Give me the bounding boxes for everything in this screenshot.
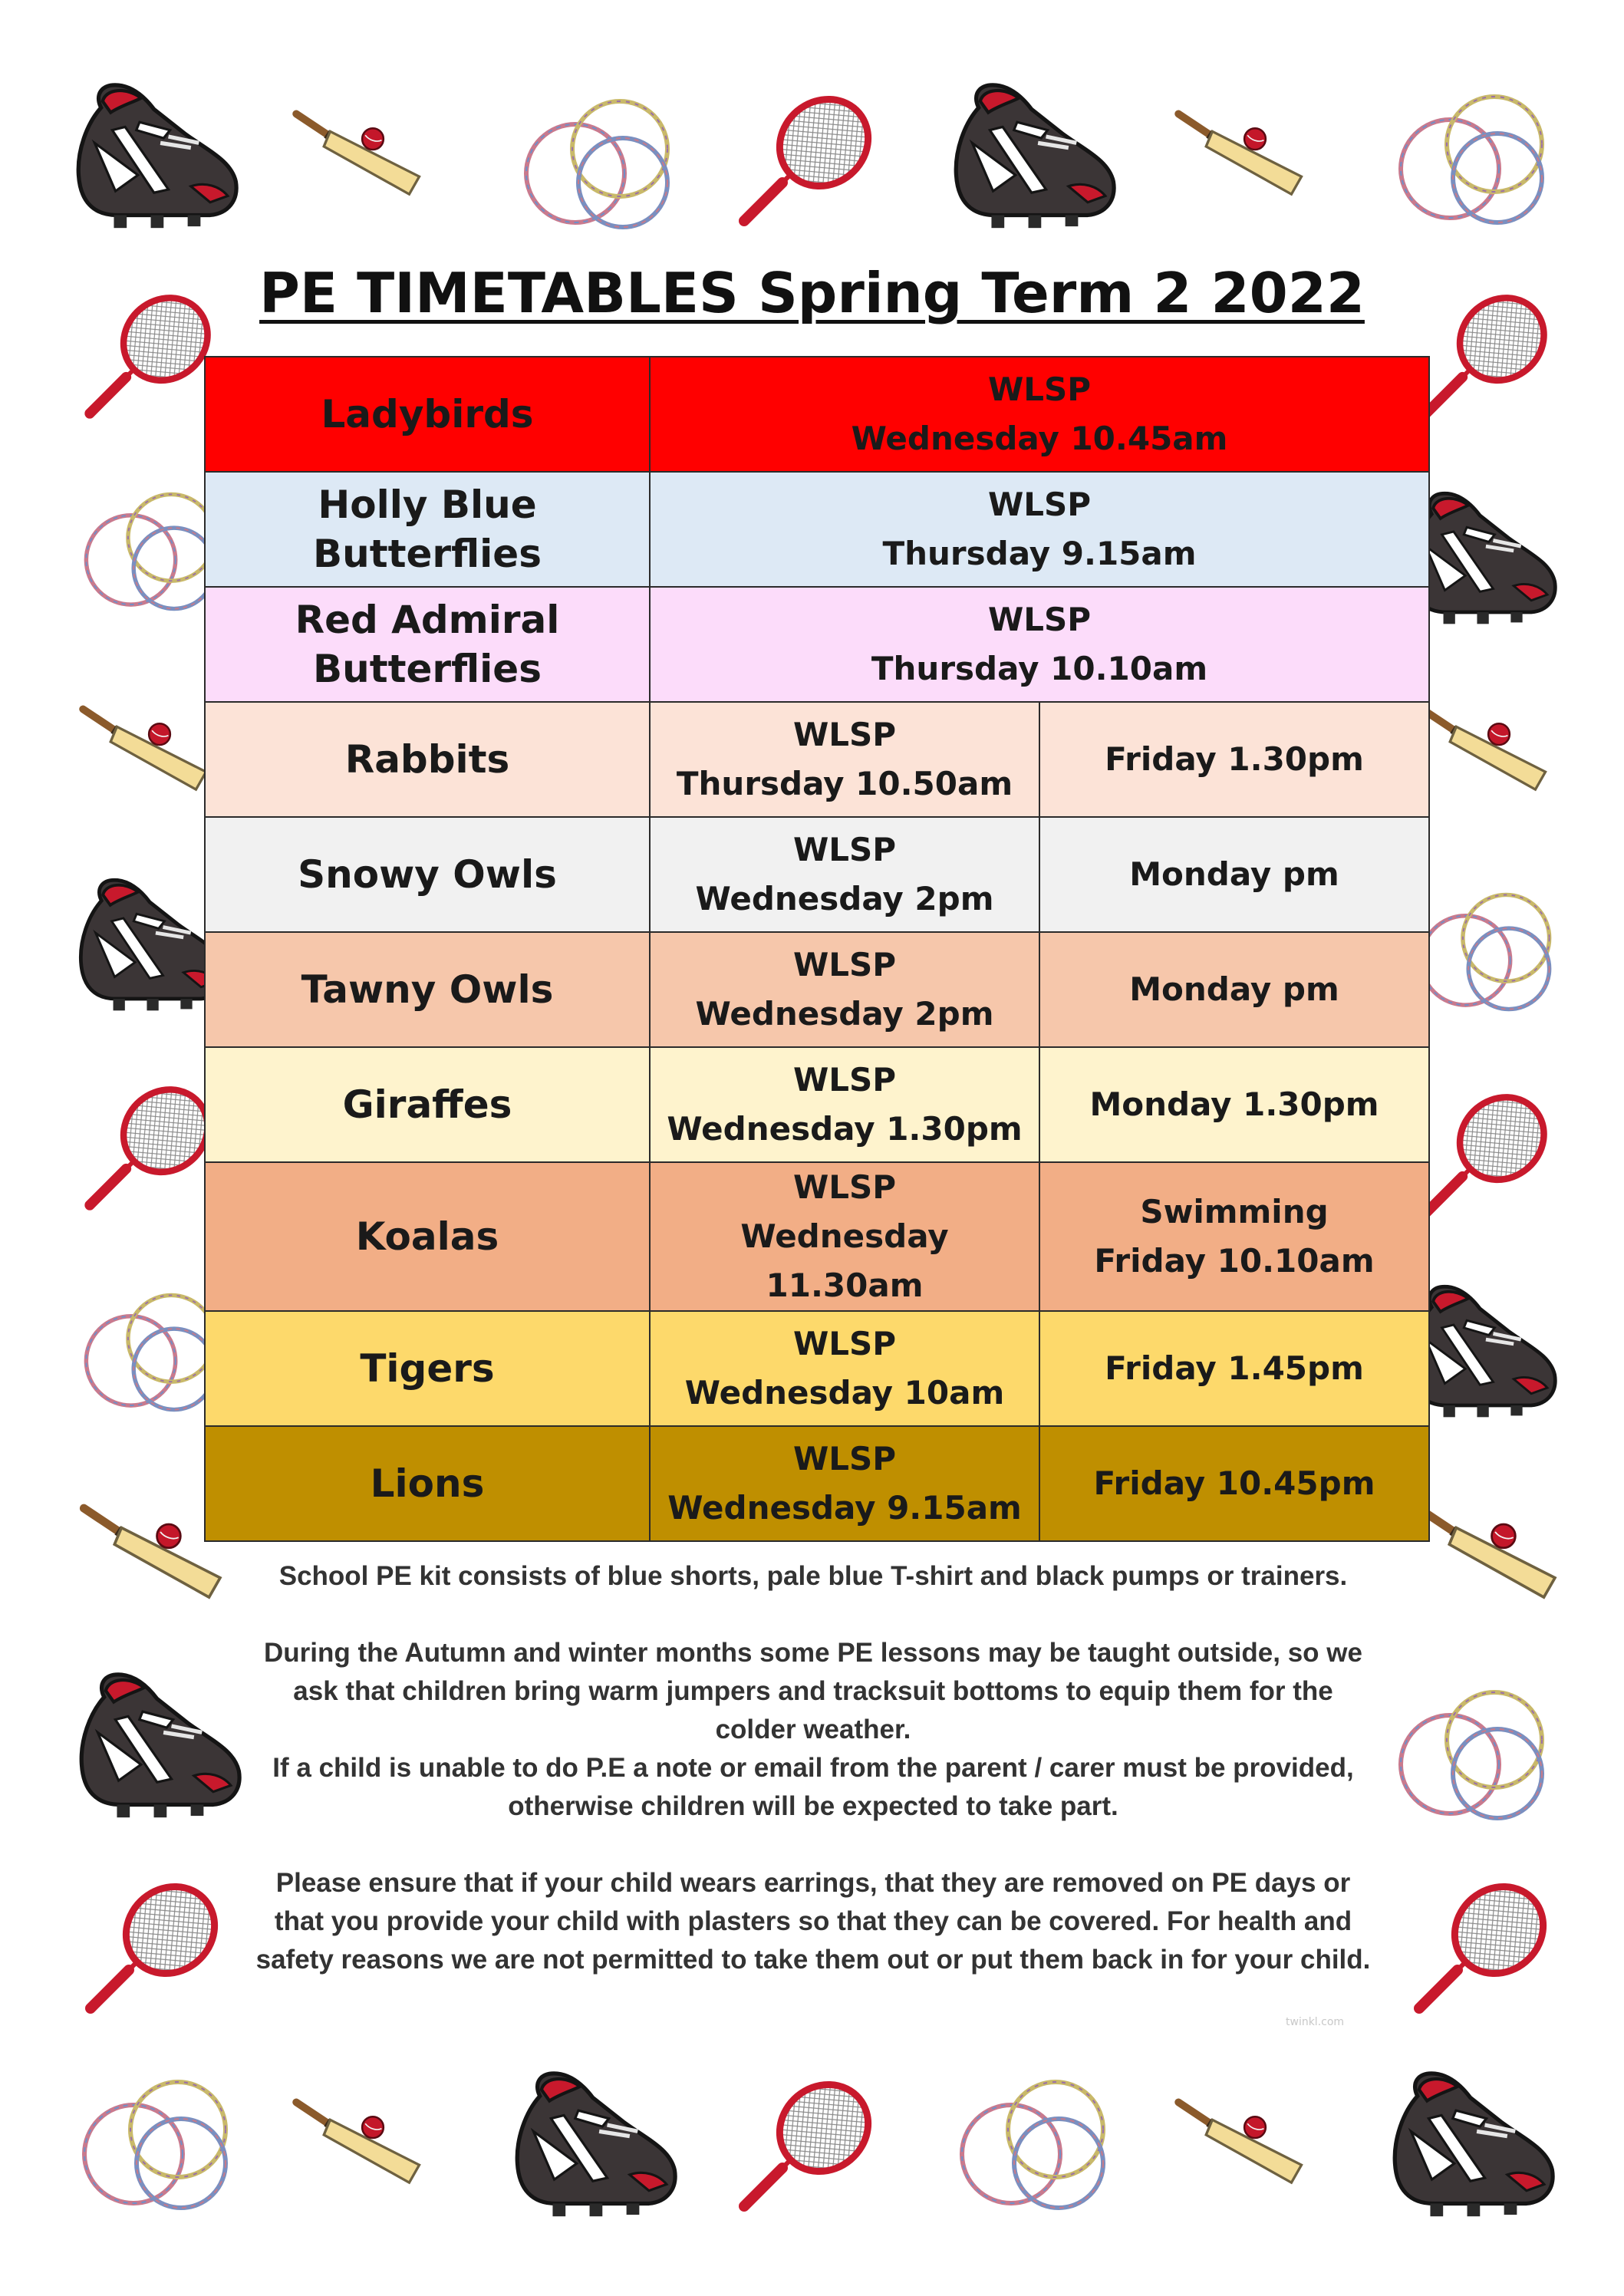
extra-session-cell — [1039, 817, 1429, 932]
session-time: Wednesday 9.15am — [667, 1489, 1022, 1527]
class-name: Snowy Owls — [205, 817, 650, 932]
extra-session-cell — [1039, 1311, 1429, 1426]
extra-session-cell — [1039, 702, 1429, 817]
cricket-bat-icon — [1412, 1494, 1565, 1606]
extra-time: Friday 1.30pm — [1105, 740, 1364, 778]
boot-icon — [71, 74, 247, 235]
session-cell — [650, 1311, 1039, 1426]
hoops-icon — [1408, 882, 1562, 1022]
venue-label: WLSP — [792, 1440, 897, 1477]
venue-label: WLSP — [792, 831, 897, 868]
hoops-icon — [1387, 1678, 1556, 1832]
earrings-note: Please ensure that if your child wears earrings, that they are removed on PE days or that you provide your child with plasters so that they can be covered. For health and safety reasons we are not permitted to take them out or put them back in for your child. — [255, 1868, 1371, 1975]
row-lions — [205, 1426, 1429, 1541]
row-tigers — [205, 1311, 1429, 1426]
extra-session-cell — [1039, 1162, 1429, 1311]
class-name: Ladybirds — [205, 357, 650, 472]
row-holly-blue-butterflies — [205, 472, 1429, 587]
session-time: Thursday 10.50am — [676, 765, 1013, 802]
cricket-bat-icon — [290, 2090, 428, 2190]
class-name: Giraffes — [205, 1047, 650, 1162]
extra-time: Monday pm — [1129, 970, 1339, 1008]
cricket-bat-icon — [77, 697, 215, 797]
extra-time: Monday 1.30pm — [1089, 1085, 1379, 1123]
class-name: Lions — [205, 1426, 650, 1541]
venue-label: WLSP — [987, 486, 1092, 523]
boot-icon — [509, 2062, 686, 2223]
cricket-bat-icon — [1416, 697, 1554, 797]
timetable — [204, 356, 1430, 1542]
extra-session-cell — [1039, 1047, 1429, 1162]
racket-icon — [1412, 1082, 1557, 1227]
watermark: twinkl.com — [1286, 2016, 1345, 2028]
session-cell — [650, 587, 1429, 702]
boot-icon — [74, 1663, 250, 1824]
extra-time: Friday 10.45pm — [1093, 1464, 1375, 1502]
hoops-icon — [1387, 83, 1556, 236]
venue-label: WLSP — [987, 601, 1092, 638]
class-name: Holly Blue Butterflies — [205, 472, 650, 587]
class-name: Tigers — [205, 1311, 650, 1426]
hoops-icon — [71, 2068, 239, 2222]
row-ladybirds — [205, 357, 1429, 472]
row-snowy-owls — [205, 817, 1429, 932]
session-time: Wednesday 10.45am — [851, 420, 1228, 457]
session-time: Wednesday 10am — [684, 1374, 1005, 1412]
notes-section — [253, 1557, 1373, 2018]
session-cell — [650, 472, 1429, 587]
session-cell — [650, 817, 1039, 932]
extra-time: Friday 10.10am — [1094, 1242, 1375, 1280]
cricket-bat-icon — [1172, 101, 1310, 202]
venue-label: WLSP — [792, 1168, 897, 1206]
row-red-admiral-butterflies — [205, 587, 1429, 702]
session-cell — [650, 1426, 1039, 1541]
session-cell — [650, 1047, 1039, 1162]
session-cell — [650, 932, 1039, 1047]
venue-label: WLSP — [792, 946, 897, 983]
venue-label: WLSP — [792, 1061, 897, 1099]
session-cell — [650, 1162, 1039, 1311]
extra-time: Monday pm — [1129, 855, 1339, 893]
session-time: Wednesday 11.30am — [740, 1217, 949, 1304]
venue-label: WLSP — [792, 716, 897, 753]
row-koalas — [205, 1162, 1429, 1311]
racket-icon — [729, 83, 882, 236]
row-giraffes — [205, 1047, 1429, 1162]
racket-icon — [729, 2068, 882, 2222]
session-time: Wednesday 2pm — [695, 880, 994, 917]
session-time: Thursday 9.15am — [882, 535, 1197, 572]
cricket-bat-icon — [1172, 2090, 1310, 2190]
session-time: Thursday 10.10am — [871, 650, 1208, 687]
kit-note: School PE kit consists of blue shorts, pale blue T-shirt and black pumps or trainers. — [278, 1561, 1348, 1591]
racket-icon — [75, 1870, 229, 2024]
class-name: Tawny Owls — [205, 932, 650, 1047]
class-name: Rabbits — [205, 702, 650, 817]
session-cell — [650, 702, 1039, 817]
class-name: Koalas — [205, 1162, 650, 1311]
extra-label: Swimming — [1140, 1193, 1329, 1230]
boot-icon — [948, 74, 1125, 235]
extra-session-cell — [1039, 932, 1429, 1047]
extra-time: Friday 1.45pm — [1105, 1349, 1364, 1387]
unable-note: If a child is unable to do P.E a note or email from the parent / carer must be provided, otherwise children will be expected to take part. — [272, 1753, 1354, 1821]
hoops-icon — [948, 2068, 1117, 2222]
row-tawny-owls — [205, 932, 1429, 1047]
racket-icon — [1404, 1870, 1557, 2024]
weather-note: During the Autumn and winter months some PE lessons may be taught outside, so we ask that children bring warm jumpers and tracksuit bottoms to equip them for the colder weather. — [264, 1638, 1362, 1744]
class-name: Red Admiral Butterflies — [205, 587, 650, 702]
hoops-icon — [512, 87, 681, 241]
row-rabbits — [205, 702, 1429, 817]
extra-session-cell — [1039, 1426, 1429, 1541]
boot-icon — [1387, 2062, 1563, 2223]
session-time: Wednesday 1.30pm — [667, 1110, 1023, 1148]
venue-label: WLSP — [987, 371, 1092, 408]
racket-icon — [75, 1074, 221, 1220]
venue-label: WLSP — [792, 1325, 897, 1362]
cricket-bat-icon — [290, 101, 428, 202]
session-cell — [650, 357, 1429, 472]
page-title: PE TIMETABLES Spring Term 2 2022 — [259, 261, 1365, 325]
session-time: Wednesday 2pm — [695, 995, 994, 1033]
